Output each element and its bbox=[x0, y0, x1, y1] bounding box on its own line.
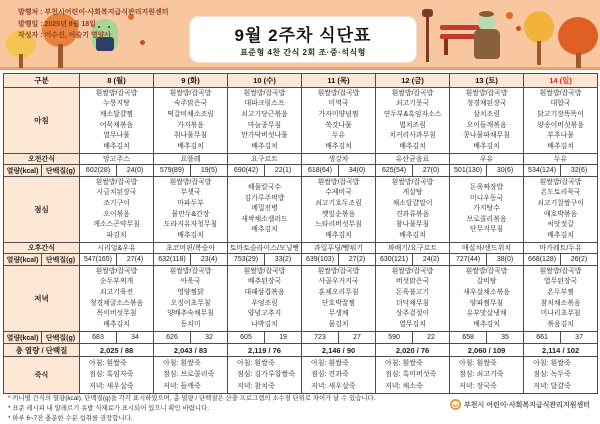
day-header: 8 (월) bbox=[80, 74, 154, 88]
kcal-value: 602(28) bbox=[80, 165, 117, 177]
kcal-value: 661 bbox=[524, 332, 561, 344]
menu-item: 흰쌀밥/잡곡밥 bbox=[391, 267, 434, 275]
porridge-item: 저녁: 새우살죽 bbox=[311, 382, 356, 390]
porridge-item: 아침: 흰쌀죽 bbox=[459, 359, 497, 367]
am_snack-cell: 요구르트 bbox=[228, 154, 302, 165]
kcal-label: 열량(kcal) bbox=[4, 165, 42, 177]
breakfast-cell bbox=[376, 88, 450, 154]
menu-item: 두유 bbox=[331, 132, 346, 140]
protein-value: 24(0) bbox=[117, 165, 154, 177]
porridge-cell bbox=[450, 357, 524, 394]
menu-item: 배추김치 bbox=[103, 142, 130, 150]
am_snack-cell: 두유 bbox=[524, 154, 598, 165]
kcal-value: 534(124) bbox=[524, 165, 561, 177]
autumn-tree-icon bbox=[558, 17, 598, 55]
title-box bbox=[189, 16, 417, 63]
menu-item: 흰쌀밥/잡곡밥 bbox=[465, 89, 508, 97]
menu-item: 배추된장국 bbox=[247, 278, 282, 286]
kcal-value: 753(29) bbox=[228, 254, 265, 266]
pm_snack-cell: 과일푸딩/빵튀기 bbox=[302, 243, 376, 254]
menu-item: 흰쌀밥/잡곡밥 bbox=[95, 178, 138, 186]
menu-item: 돈육짜장밥 bbox=[469, 184, 504, 192]
menu-item: 배추김치 bbox=[399, 231, 426, 239]
day-header: 11 (목) bbox=[302, 74, 376, 88]
menu-item: 배추김치 bbox=[325, 231, 352, 239]
porridge-item: 점심: 쇠고기죽 bbox=[459, 371, 504, 379]
menu-item: 배추김치 bbox=[325, 142, 352, 150]
pm_snack-cell: 매실차/샌드위치 bbox=[450, 243, 524, 254]
menu-item: 마늘종무침 bbox=[247, 121, 282, 129]
footnote: * 하루 6~7잔 충분한 수분 섭취를 권장합니다. bbox=[8, 414, 133, 422]
menu-item: 더덕채무침 bbox=[395, 299, 430, 307]
lunch-cell bbox=[376, 177, 450, 243]
tree-trunk-icon bbox=[19, 54, 23, 68]
menu-item: 쑥갓나물 bbox=[325, 121, 352, 129]
menu-item: 참나물무침 bbox=[395, 221, 430, 229]
menu-item: 무챗국 bbox=[180, 189, 201, 197]
maple-leaf-icon bbox=[516, 26, 521, 31]
menu-item: 무생채 bbox=[328, 310, 349, 318]
menu-item: 메밀전병 bbox=[251, 205, 278, 213]
porridge-item: 아침: 흰쌀죽 bbox=[311, 359, 349, 367]
menu-item: 콩나물파채무침 bbox=[463, 132, 510, 140]
dinner-cell bbox=[228, 266, 302, 332]
porridge-item: 저녁: 들깨죽 bbox=[163, 382, 201, 390]
menu-item: 흰쌀밥/잡곡밥 bbox=[243, 267, 286, 275]
porridge-item: 저녁: 새우살죽 bbox=[89, 382, 134, 390]
menu-item: 마파두부 bbox=[177, 199, 204, 207]
day-header: 12 (금) bbox=[376, 74, 450, 88]
menu-item: 나박김치 bbox=[251, 320, 278, 328]
menu-item: 영양찜닭 bbox=[177, 288, 204, 296]
porridge-item: 저녁: 장국죽 bbox=[459, 382, 497, 390]
footnotes bbox=[8, 394, 375, 424]
menu-item: 열무나물 bbox=[103, 132, 130, 140]
porridge-item: 아침: 흰쌀죽 bbox=[163, 359, 201, 367]
dinner-cell bbox=[524, 266, 598, 332]
menu-item: 버섯맑은국 bbox=[395, 278, 430, 286]
total-cell: 2,060 / 109 bbox=[450, 344, 524, 357]
menu-item: 오징어초무침 bbox=[170, 299, 211, 307]
menu-item: 대패삼겹볶음 bbox=[244, 288, 285, 296]
menu-item: 흰쌀밥/잡곡밥 bbox=[169, 178, 212, 186]
protein-value: 22(1) bbox=[265, 165, 302, 177]
menu-item: 쇠고기뭇국 bbox=[395, 100, 430, 108]
publisher-line: 발행처 : 부천시어린이·사회복지급식관리지원센터 bbox=[18, 9, 169, 16]
menu-item: 씨앗젓갈 bbox=[547, 221, 574, 229]
menu-item: 유부맛살냉채 bbox=[466, 310, 507, 318]
menu-item: 갈비탕 bbox=[476, 278, 497, 286]
kcal-value: 590 bbox=[376, 332, 413, 344]
kcal-value: 632(118) bbox=[154, 254, 191, 266]
menu-item: 깻잎순볶음 bbox=[321, 210, 356, 218]
porridge-cell bbox=[228, 357, 302, 394]
protein-value: 19 bbox=[265, 332, 302, 344]
menu-item: 떡갈비채소조림 bbox=[167, 110, 214, 118]
porridge-cell bbox=[302, 357, 376, 394]
menu-item: 열무김치 bbox=[399, 320, 426, 328]
protein-value: 37 bbox=[561, 332, 598, 344]
porridge-cell bbox=[80, 357, 154, 394]
menu-item: 배추김치 bbox=[399, 142, 426, 150]
menu-item: 목이버섯무침 bbox=[96, 310, 137, 318]
porridge-item: 아침: 흰쌀죽 bbox=[237, 359, 275, 367]
menu-item: 배추김치 bbox=[251, 142, 278, 150]
porridge-cell bbox=[524, 357, 598, 394]
pm_snack-cell: 토마토슬라이스/모닝빵 bbox=[228, 243, 302, 254]
protein-value: 19(5) bbox=[191, 165, 228, 177]
menu-item: 흰쌀밥/잡곡밥 bbox=[243, 89, 286, 97]
pm_snack-cell: 초코머핀/복숭아 bbox=[154, 243, 228, 254]
dinner-cell bbox=[80, 266, 154, 332]
protein-value: 34(0) bbox=[339, 165, 376, 177]
menu-item: 돈육불고기 bbox=[395, 288, 430, 296]
protein-value: 32 bbox=[191, 332, 228, 344]
menu-item: 해물칼국수 bbox=[247, 184, 282, 192]
menu-item: 가지탕수 bbox=[473, 205, 500, 213]
menu-item: 물김치 bbox=[328, 320, 349, 328]
menu-item: 미니우동국 bbox=[469, 194, 504, 202]
issue-date-line: 발행일 : 2025년 8월 18일 bbox=[18, 20, 96, 28]
protein-value: 32(6) bbox=[561, 165, 598, 177]
dinner-cell bbox=[302, 266, 376, 332]
menu-item: 연두부&흑임자소스 bbox=[383, 110, 442, 118]
menu-item: 온두부찜 bbox=[547, 288, 574, 296]
kcal-label: 열량(kcal) bbox=[4, 332, 42, 344]
menu-item: 양배추숙채무침 bbox=[167, 310, 214, 318]
menu-item: 배추김치 bbox=[251, 226, 278, 234]
kcal-value: 723 bbox=[302, 332, 339, 344]
menu-item: 흰쌀밥/잡곡밥 bbox=[169, 267, 212, 275]
menu-item: 대파크림스프 bbox=[244, 100, 285, 108]
maple-leaf-icon bbox=[506, 12, 513, 19]
menu-item: 흰쌀밥/잡곡밥 bbox=[391, 178, 434, 186]
menu-item: 흰쌀밥/잡곡밥 bbox=[317, 267, 360, 275]
menu-item: 단무지무침 bbox=[469, 226, 504, 234]
kcal-value: 579(89) bbox=[154, 165, 191, 177]
menu-item: 삼치조림 bbox=[473, 110, 500, 118]
dinner-cell bbox=[376, 266, 450, 332]
menu-item: 흰쌀밥/잡곡밥 bbox=[391, 89, 434, 97]
menu-item: 채소달걀찜 bbox=[99, 110, 134, 118]
protein-value: 27(2) bbox=[339, 254, 376, 266]
menu-item: 숙주맑은국 bbox=[173, 100, 208, 108]
am_snack-cell: 망고주스 bbox=[80, 154, 154, 165]
lunch-cell bbox=[302, 177, 376, 243]
day-header: 10 (수) bbox=[228, 74, 302, 88]
protein-value: 30(6) bbox=[487, 165, 524, 177]
autumn-tree-icon bbox=[524, 11, 554, 43]
menu-item: 애호박볶음 bbox=[543, 210, 578, 218]
protein-label: 단백질(g) bbox=[42, 165, 80, 177]
porridge-item: 저녁: 달걀죽 bbox=[533, 382, 571, 390]
kcal-value: 547(165) bbox=[80, 254, 117, 266]
porridge-item: 아침: 흰쌀죽 bbox=[533, 359, 571, 367]
menu-item: 취나물무침 bbox=[173, 132, 208, 140]
protein-value: 27(4) bbox=[117, 254, 154, 266]
kcal-value: 690(42) bbox=[228, 165, 265, 177]
kcal-value: 626 bbox=[154, 332, 191, 344]
menu-item: 파김치 bbox=[106, 231, 127, 239]
porridge-item: 점심: 흑임자죽 bbox=[89, 371, 134, 379]
menu-item: 김가루주먹밥 bbox=[244, 194, 285, 202]
menu-item: 깨소스곤약무침 bbox=[93, 221, 140, 229]
porridge-item: 점심: 김가루찹쌀죽 bbox=[237, 371, 295, 379]
pm_snack-row-label: 오후간식 bbox=[4, 243, 80, 254]
porridge-item: 점심: 흑미버섯죽 bbox=[385, 371, 437, 379]
total-cell: 2,146 / 90 bbox=[302, 344, 376, 357]
kcal-value: 605 bbox=[228, 332, 265, 344]
page-title: 9월 2주차 식단표 bbox=[234, 26, 372, 45]
protein-value: 22 bbox=[413, 332, 450, 344]
menu-item: 배추김치 bbox=[547, 142, 574, 150]
menu-item: 대합국 bbox=[550, 100, 571, 108]
menu-item: 볶음김치 bbox=[547, 320, 574, 328]
lunch-cell bbox=[228, 177, 302, 243]
logo-text: 부천시 어린이·사회복지급식관리지원센터 bbox=[464, 401, 590, 409]
breakfast-cell bbox=[302, 88, 376, 154]
menu-item: 청경채된장국 bbox=[466, 100, 507, 108]
menu-item: 멸치조림 bbox=[399, 121, 426, 129]
dinner-cell bbox=[450, 266, 524, 332]
footnote: * 표준 레시피 내 알레르기 유발 식재료가 표시되어 있으니 확인 바랍니다. bbox=[8, 404, 210, 412]
protein-value: 26(2) bbox=[561, 254, 598, 266]
menu-item: 상추겉절이 bbox=[395, 310, 430, 318]
total-row-label: 총 열량 / 단백질 bbox=[4, 344, 80, 357]
menu-item: 순두부찌개 bbox=[99, 278, 134, 286]
porridge-item: 저녁: 채소죽 bbox=[385, 382, 423, 390]
breakfast-cell bbox=[450, 88, 524, 154]
menu-item: 배추김치 bbox=[473, 320, 500, 328]
menu-item: 배추김치 bbox=[103, 320, 130, 328]
menu-item: 오이들깨볶음 bbox=[466, 121, 507, 129]
kcal-value: 630(121) bbox=[376, 254, 413, 266]
protein-label: 단백질(g) bbox=[42, 254, 80, 266]
breakfast-cell bbox=[80, 88, 154, 154]
am_snack-row-label: 오전간식 bbox=[4, 154, 80, 165]
menu-item: 가자미양념찜 bbox=[318, 110, 359, 118]
menu-item: 흰쌀밥/잡곡밥 bbox=[95, 89, 138, 97]
kcal-value: 625(54) bbox=[376, 165, 413, 177]
menu-item: 온도토리묵국 bbox=[540, 189, 581, 197]
protein-label: 단백질(g) bbox=[42, 332, 80, 344]
menu-item: 견과류볶음 bbox=[395, 210, 430, 218]
protein-value: 23(4) bbox=[191, 254, 228, 266]
menu-item: 흰쌀밥/잡곡밥 bbox=[95, 267, 138, 275]
beret-icon bbox=[479, 11, 494, 17]
menu-item: 흰쌀밥/잡곡밥 bbox=[539, 89, 582, 97]
menu-item: 청경채굴소스볶음 bbox=[89, 299, 144, 307]
pm_snack-cell: 꽈배기/요구르트 bbox=[376, 243, 450, 254]
menu-item: 시금치된장국 bbox=[96, 189, 137, 197]
protein-value: 24(2) bbox=[413, 254, 450, 266]
total-cell: 2,119 / 76 bbox=[228, 344, 302, 357]
porridge-row-label: 죽식 bbox=[4, 357, 80, 394]
menu-item: 가지볶음 bbox=[177, 121, 204, 129]
tree-trunk-icon bbox=[58, 44, 63, 68]
menu-item: 쇠고기당근볶음 bbox=[241, 110, 288, 118]
menu-item: 양송이버섯볶음 bbox=[537, 121, 584, 129]
menu-item: 참치채소볶음 bbox=[540, 299, 581, 307]
menu-item: 어묵채볶음 bbox=[99, 121, 134, 129]
dinner-cell bbox=[154, 266, 228, 332]
total-cell: 2,114 / 102 bbox=[524, 344, 598, 357]
pm_snack-cell: 시리얼&우유 bbox=[80, 243, 154, 254]
menu-item: 배추김치 bbox=[473, 142, 500, 150]
menu-item: 열무된장국 bbox=[543, 278, 578, 286]
author-line: 작성자 : 이수진, 이슬기 영양사 bbox=[18, 32, 112, 40]
lunch-cell bbox=[154, 177, 228, 243]
porridge-item: 저녁: 참치죽 bbox=[237, 382, 275, 390]
lunch-row-label: 점심 bbox=[4, 177, 80, 243]
menu-item: 게살탕 bbox=[402, 189, 423, 197]
tree-trunk-icon bbox=[537, 41, 541, 65]
menu-item: 흰쌀밥/잡곡밥 bbox=[465, 267, 508, 275]
publisher-info bbox=[18, 7, 169, 42]
menu-item: 채소달걀말이 bbox=[392, 199, 433, 207]
lunch-cell bbox=[450, 177, 524, 243]
menu-item: 새우살채소볶음 bbox=[463, 288, 510, 296]
breakfast-cell bbox=[524, 88, 598, 154]
tree-trunk-icon bbox=[576, 53, 581, 68]
menu-item: 흰쌀밥/잡곡밥 bbox=[317, 89, 360, 97]
kcal-value: 668(128) bbox=[524, 254, 561, 266]
protein-value: 27 bbox=[339, 332, 376, 344]
street-lamp-head-icon bbox=[422, 9, 433, 17]
lunch-cell bbox=[80, 177, 154, 243]
menu-item: 오이볶음 bbox=[103, 210, 130, 218]
menu-item: 닭고기장똑똑이 bbox=[537, 110, 584, 118]
menu-item: 배추김치 bbox=[547, 231, 574, 239]
menu-item: 누룽지탕 bbox=[103, 100, 130, 108]
page-subtitle: 표준형 4찬 간식 2회 조·중·석식형 bbox=[240, 48, 366, 57]
day-header: 9 (화) bbox=[154, 74, 228, 88]
am_snack-cell: 요플레 bbox=[154, 154, 228, 165]
dinner-row-label: 저녁 bbox=[4, 266, 80, 332]
protein-value: 27(0) bbox=[413, 165, 450, 177]
total-cell: 2,020 / 76 bbox=[376, 344, 450, 357]
porridge-cell bbox=[154, 357, 228, 394]
menu-item: 미역국 bbox=[328, 100, 349, 108]
menu-item: 브로콜리볶음 bbox=[466, 215, 507, 223]
am_snack-cell: 유산균음료 bbox=[376, 154, 450, 165]
menu-item: 쇠고기육전 bbox=[99, 288, 134, 296]
breakfast-cell bbox=[228, 88, 302, 154]
footnote: * 끼니별 간식의 열량(kcal), 단백질(g)을 각각 표시하였으며, 총 열량 / 단백질은 산출 프로그램의 소수점 단위로 차이가 날 수 있습니다. bbox=[8, 395, 376, 402]
menu-item: 쇠고기찹쌀구이 bbox=[537, 199, 584, 207]
menu-item: 만가닥버섯나물 bbox=[241, 132, 288, 140]
menu-item: 물만두&간장 bbox=[171, 210, 210, 218]
menu-item: 흰쌀밥/잡곡밥 bbox=[169, 89, 212, 97]
center-logo bbox=[450, 399, 590, 410]
protein-value: 38(0) bbox=[487, 254, 524, 266]
menu-item: 배추김치 bbox=[177, 231, 204, 239]
porridge-item: 점심: 견과죽 bbox=[311, 371, 349, 379]
kcal-value: 639(103) bbox=[302, 254, 339, 266]
day-header: 14 (일) bbox=[524, 74, 598, 88]
protein-value: 33(2) bbox=[265, 254, 302, 266]
menu-item: 새싹채소샐러드 bbox=[241, 215, 288, 223]
menu-item: 훈제오리무침 bbox=[318, 288, 359, 296]
porridge-cell bbox=[376, 357, 450, 394]
menu-item: 아욱국 bbox=[180, 278, 201, 286]
kcal-value: 683 bbox=[80, 332, 117, 344]
protein-value: 34 bbox=[117, 332, 154, 344]
porridge-item: 점심: 브로콜리죽 bbox=[163, 371, 215, 379]
menu-item: 사골우거지국 bbox=[318, 278, 359, 286]
pm_snack-cell: 마가레트/두유 bbox=[524, 243, 598, 254]
menu-item: 치커리사과무침 bbox=[389, 132, 436, 140]
breakfast-cell bbox=[154, 88, 228, 154]
street-lamp-icon bbox=[426, 16, 429, 62]
porridge-item: 아침: 흰쌀죽 bbox=[89, 359, 127, 367]
menu-item: 배추김치 bbox=[177, 142, 204, 150]
day-header: 13 (토) bbox=[450, 74, 524, 88]
kcal-value: 618(64) bbox=[302, 165, 339, 177]
lunch-cell bbox=[524, 177, 598, 243]
kcal-label: 열량(kcal) bbox=[4, 254, 42, 266]
menu-item: 수제비국 bbox=[325, 189, 352, 197]
breakfast-row-label: 아침 bbox=[4, 88, 80, 154]
porridge-item: 아침: 흰쌀죽 bbox=[385, 359, 423, 367]
menu-item: 흰쌀밥/잡곡밥 bbox=[539, 267, 582, 275]
menu-item: 단호박꿀찜 bbox=[321, 299, 356, 307]
smile-logo-icon bbox=[450, 399, 461, 410]
kcal-value: 501(130) bbox=[450, 165, 487, 177]
protein-value: 35 bbox=[487, 332, 524, 344]
menu-item: 흰쌀밥/잡곡밥 bbox=[317, 178, 360, 186]
menu-item: 미나리초무침 bbox=[540, 310, 581, 318]
am_snack-cell: 우유 bbox=[450, 154, 524, 165]
corner-header: 구분 bbox=[4, 74, 80, 88]
menu-item: 우엉조림 bbox=[251, 299, 278, 307]
menu-item: 부추나물 bbox=[547, 132, 574, 140]
menu-item: 조기구이 bbox=[103, 199, 130, 207]
menu-item: 동치미 bbox=[180, 320, 201, 328]
total-cell: 2,043 / 83 bbox=[154, 344, 228, 357]
menu-item: 양파찜무침 bbox=[469, 299, 504, 307]
menu-item: 도라지유자청무침 bbox=[163, 221, 218, 229]
porridge-item: 점심: 녹두죽 bbox=[533, 371, 571, 379]
coat-icon bbox=[474, 29, 500, 59]
menu-table bbox=[3, 73, 598, 394]
menu-item: 쇠고기호두조림 bbox=[315, 199, 362, 207]
menu-item: 양념고추지 bbox=[247, 310, 282, 318]
kcal-value: 727(44) bbox=[450, 254, 487, 266]
bench-leg-icon bbox=[444, 39, 448, 55]
kcal-value: 658 bbox=[450, 332, 487, 344]
am_snack-cell: 생강차 bbox=[302, 154, 376, 165]
menu-item: 느타리버섯무침 bbox=[315, 221, 362, 229]
menu-item: 흰쌀밥/잡곡밥 bbox=[539, 178, 582, 186]
total-cell: 2,025 / 88 bbox=[80, 344, 154, 357]
